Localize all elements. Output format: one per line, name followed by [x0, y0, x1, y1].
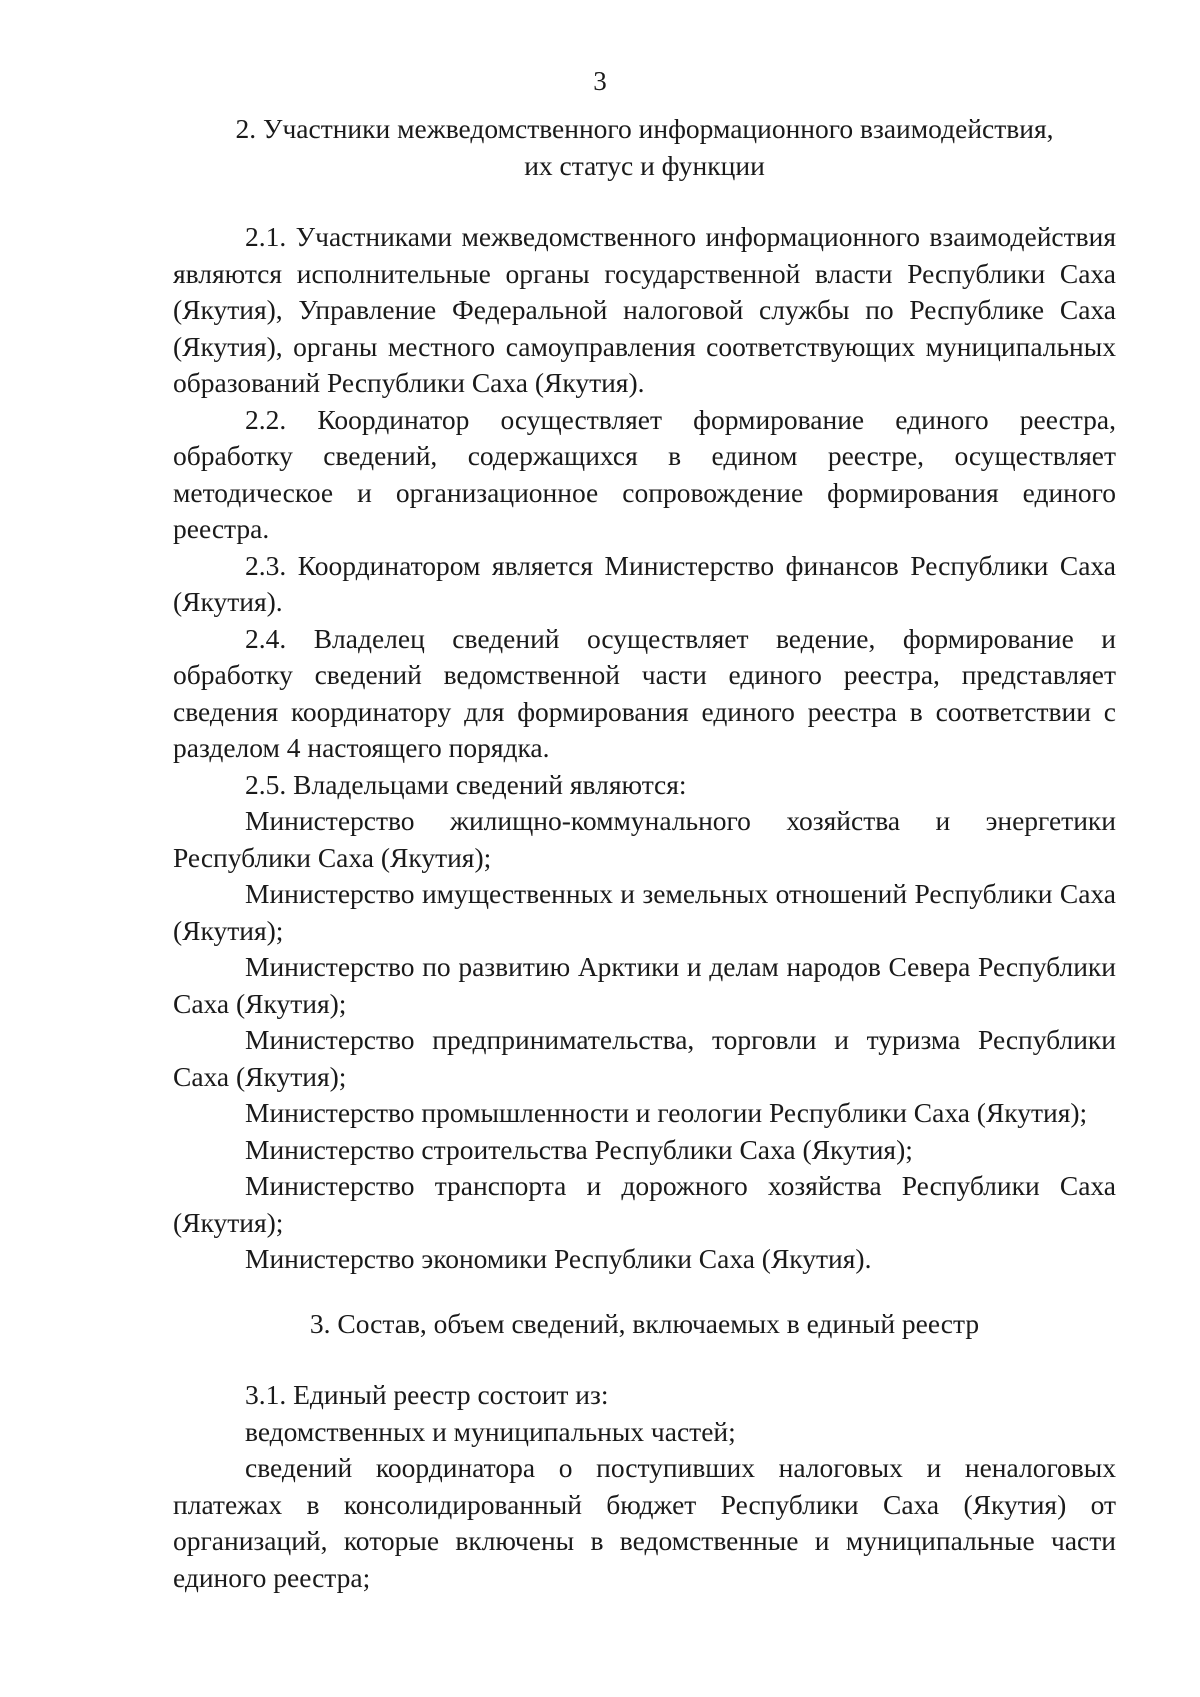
owner-item: Министерство промышленности и геологии Республики Саха (Якутия); [245, 1097, 1088, 1128]
owner-item: Министерство жилищно-коммунального хозяйства и энергетики Республики Саха (Якутия); [173, 805, 1116, 873]
section-2-body [173, 219, 1116, 1278]
owner-item: Министерство предпринимательства, торговли и туризма Республики Саха (Якутия); [173, 1024, 1116, 1092]
paragraph-2-4: 2.4. Владелец сведений осуществляет ведение, формирование и обработку сведений ведомственной части единого реестра, представляет сведения координатору для формирования единого реестра в соответствии с разделом 4 настоящего порядка. [173, 622, 1116, 763]
paragraph-2-3: 2.3. Координатором является Министерство финансов Республики Саха (Якутия). [173, 549, 1116, 617]
section-3-body [173, 1377, 1116, 1596]
page-number: 3 [593, 66, 607, 96]
section-2-heading [173, 111, 1116, 184]
owner-item: Министерство экономики Республики Саха (Якутия). [245, 1243, 872, 1274]
section-3-heading-text: 3. Состав, объем сведений, включаемых в единый реестр [309, 1308, 980, 1339]
section-2-heading-line-1: 2. Участники межведомственного информационного взаимодействия, [235, 113, 1054, 144]
owner-item: Министерство строительства Республики Саха (Якутия); [245, 1133, 913, 1165]
paragraph-3-1-item: сведений координатора о поступивших налоговых и неналоговых платежах в консолидированный бюджет Республики Саха (Якутия) от организаций, которые включены в ведомственные и муниципальные части единого реестра; [173, 1452, 1116, 1593]
paragraph-3-1-item: ведомственных и муниципальных частей; [245, 1415, 736, 1447]
owner-item: Министерство имущественных и земельных отношений Республики Саха (Якутия); [173, 878, 1116, 946]
paragraph-3-1: 3.1. Единый реестр состоит из: [245, 1379, 609, 1410]
section-3-heading [173, 1306, 1116, 1343]
owner-item: Министерство по развитию Арктики и делам народов Севера Республики Саха (Якутия); [173, 951, 1116, 1019]
paragraph-2-2: 2.2. Координатор осуществляет формирование единого реестра, обработку сведений, содержащихся в едином реестре, осуществляет методическое и организационное сопровождение формирования единого реестра. [173, 403, 1116, 544]
section-2-heading-line-2: их статус и функции [524, 149, 765, 181]
owner-item: Министерство транспорта и дорожного хозяйства Республики Саха (Якутия); [173, 1170, 1116, 1238]
paragraph-2-1: 2.1. Участниками межведомственного информационного взаимодействия являются исполнительные органы государственной власти Республики Саха (Якутия), Управление Федеральной налоговой службы по Республике Саха (Якутия), органы местного самоуправления соответствующих муниципальных образований Республики Саха (Якутия). [173, 221, 1116, 398]
paragraph-2-5: 2.5. Владельцами сведений являются: [245, 768, 687, 800]
